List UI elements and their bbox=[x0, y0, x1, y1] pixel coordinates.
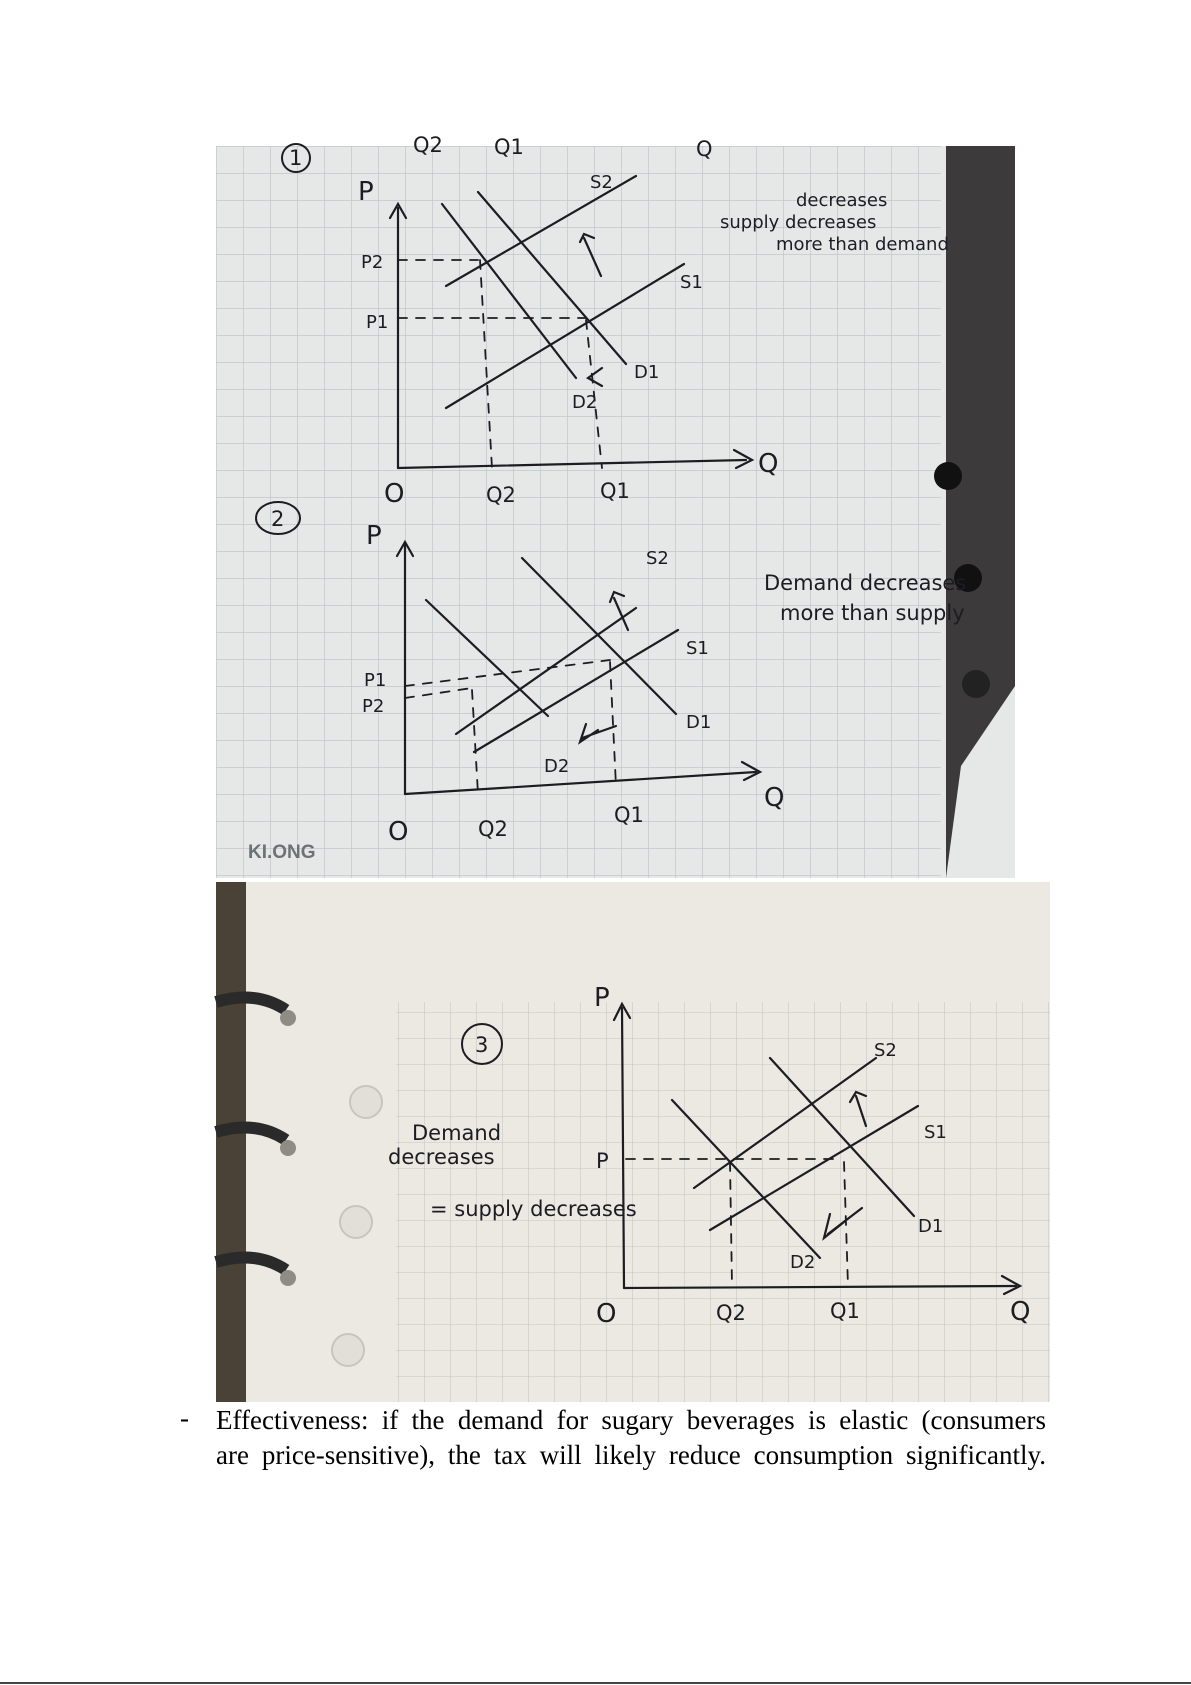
graph1-curve-label: S1 bbox=[680, 272, 703, 293]
graph1-note-line: supply decreases bbox=[720, 212, 877, 233]
graph1-price-label: P1 bbox=[366, 312, 389, 333]
graph2-axis-q: Q bbox=[764, 783, 785, 813]
graph2-price-label: P2 bbox=[362, 696, 385, 717]
graph3-note-line: = supply decreases bbox=[430, 1197, 637, 1221]
graph1-quantity-label: Q1 bbox=[600, 479, 630, 503]
graph3-quantity-label: Q1 bbox=[830, 1299, 860, 1323]
graph3-curve-label: S1 bbox=[924, 1122, 947, 1143]
graph2-number: 2 bbox=[271, 507, 285, 531]
paper-brand-logo: KI.ONG bbox=[248, 842, 316, 863]
graph2-price-label: P1 bbox=[364, 670, 387, 691]
graph2-curve-label: D1 bbox=[686, 712, 712, 733]
paragraph-line: Effectiveness: if the demand for sugary beverages is elastic (consumers bbox=[216, 1405, 1046, 1435]
graph1-note-line: more than demand bbox=[776, 234, 949, 255]
punch-hole bbox=[340, 1206, 372, 1238]
graph2-origin: O bbox=[388, 817, 409, 847]
page-bottom-rule bbox=[0, 1682, 1191, 1684]
graph1-number: 1 bbox=[289, 146, 303, 170]
graph3-quantity-label: Q2 bbox=[716, 1301, 746, 1325]
graph2-quantity-label: Q2 bbox=[478, 817, 508, 841]
graph3-note-line: decreases bbox=[388, 1145, 495, 1169]
graph1-price-label: P2 bbox=[361, 252, 384, 273]
graph1-axis-p: P bbox=[358, 177, 374, 207]
graph1-axis-q: Q bbox=[758, 449, 779, 479]
graph-paper-sketch-3 bbox=[216, 882, 1050, 1402]
graph3-axis-p: P bbox=[594, 983, 610, 1013]
punch-hole bbox=[350, 1086, 382, 1118]
punch-hole bbox=[934, 462, 962, 490]
graph3-axis-q: Q bbox=[1010, 1297, 1031, 1327]
effectiveness-paragraph bbox=[216, 1403, 1046, 1473]
list-bullet: - bbox=[180, 1403, 189, 1433]
graph1-note-line: decreases bbox=[796, 190, 888, 211]
graph1-curve-label: D2 bbox=[572, 392, 598, 413]
paragraph-line: are price-sensitive), the tax will likely reduce consumption significantly. bbox=[216, 1440, 1046, 1470]
graph3-price-label: P bbox=[596, 1149, 609, 1173]
notebook-photo-graph-3 bbox=[216, 882, 1050, 1402]
graph3-origin: O bbox=[596, 1299, 617, 1329]
graph-paper-sketch-1-2 bbox=[216, 133, 1015, 878]
graph3-note-line: Demand bbox=[412, 1121, 502, 1145]
graph2-axis-p: P bbox=[366, 521, 382, 551]
graph3-curve-label: D2 bbox=[790, 1252, 816, 1273]
graph3-curve-label: S2 bbox=[874, 1040, 897, 1061]
graph1-curve-label: D1 bbox=[634, 362, 660, 383]
graph3-number: 3 bbox=[475, 1033, 489, 1057]
graph1-curve-label: S2 bbox=[590, 172, 613, 193]
graph1-top-label: Q1 bbox=[494, 135, 524, 159]
notebook-photo-graphs-1-2 bbox=[216, 133, 1015, 878]
graph1-top-label: Q2 bbox=[413, 133, 443, 157]
graph2-curve-label: S2 bbox=[646, 548, 669, 569]
graph1-quantity-label: Q2 bbox=[486, 483, 516, 507]
graph2-curve-label: D2 bbox=[544, 756, 570, 777]
graph1-origin: O bbox=[384, 479, 405, 509]
graph2-note-line: more than supply bbox=[780, 601, 965, 625]
punch-hole bbox=[962, 670, 990, 698]
graph2-quantity-label: Q1 bbox=[614, 803, 644, 827]
graph1-top-label: Q bbox=[696, 137, 713, 161]
graph2-curve-label: S1 bbox=[686, 638, 709, 659]
graph3-curve-label: D1 bbox=[918, 1216, 944, 1237]
graph2-note-line: Demand decreases bbox=[764, 571, 967, 595]
punch-hole bbox=[332, 1334, 364, 1366]
